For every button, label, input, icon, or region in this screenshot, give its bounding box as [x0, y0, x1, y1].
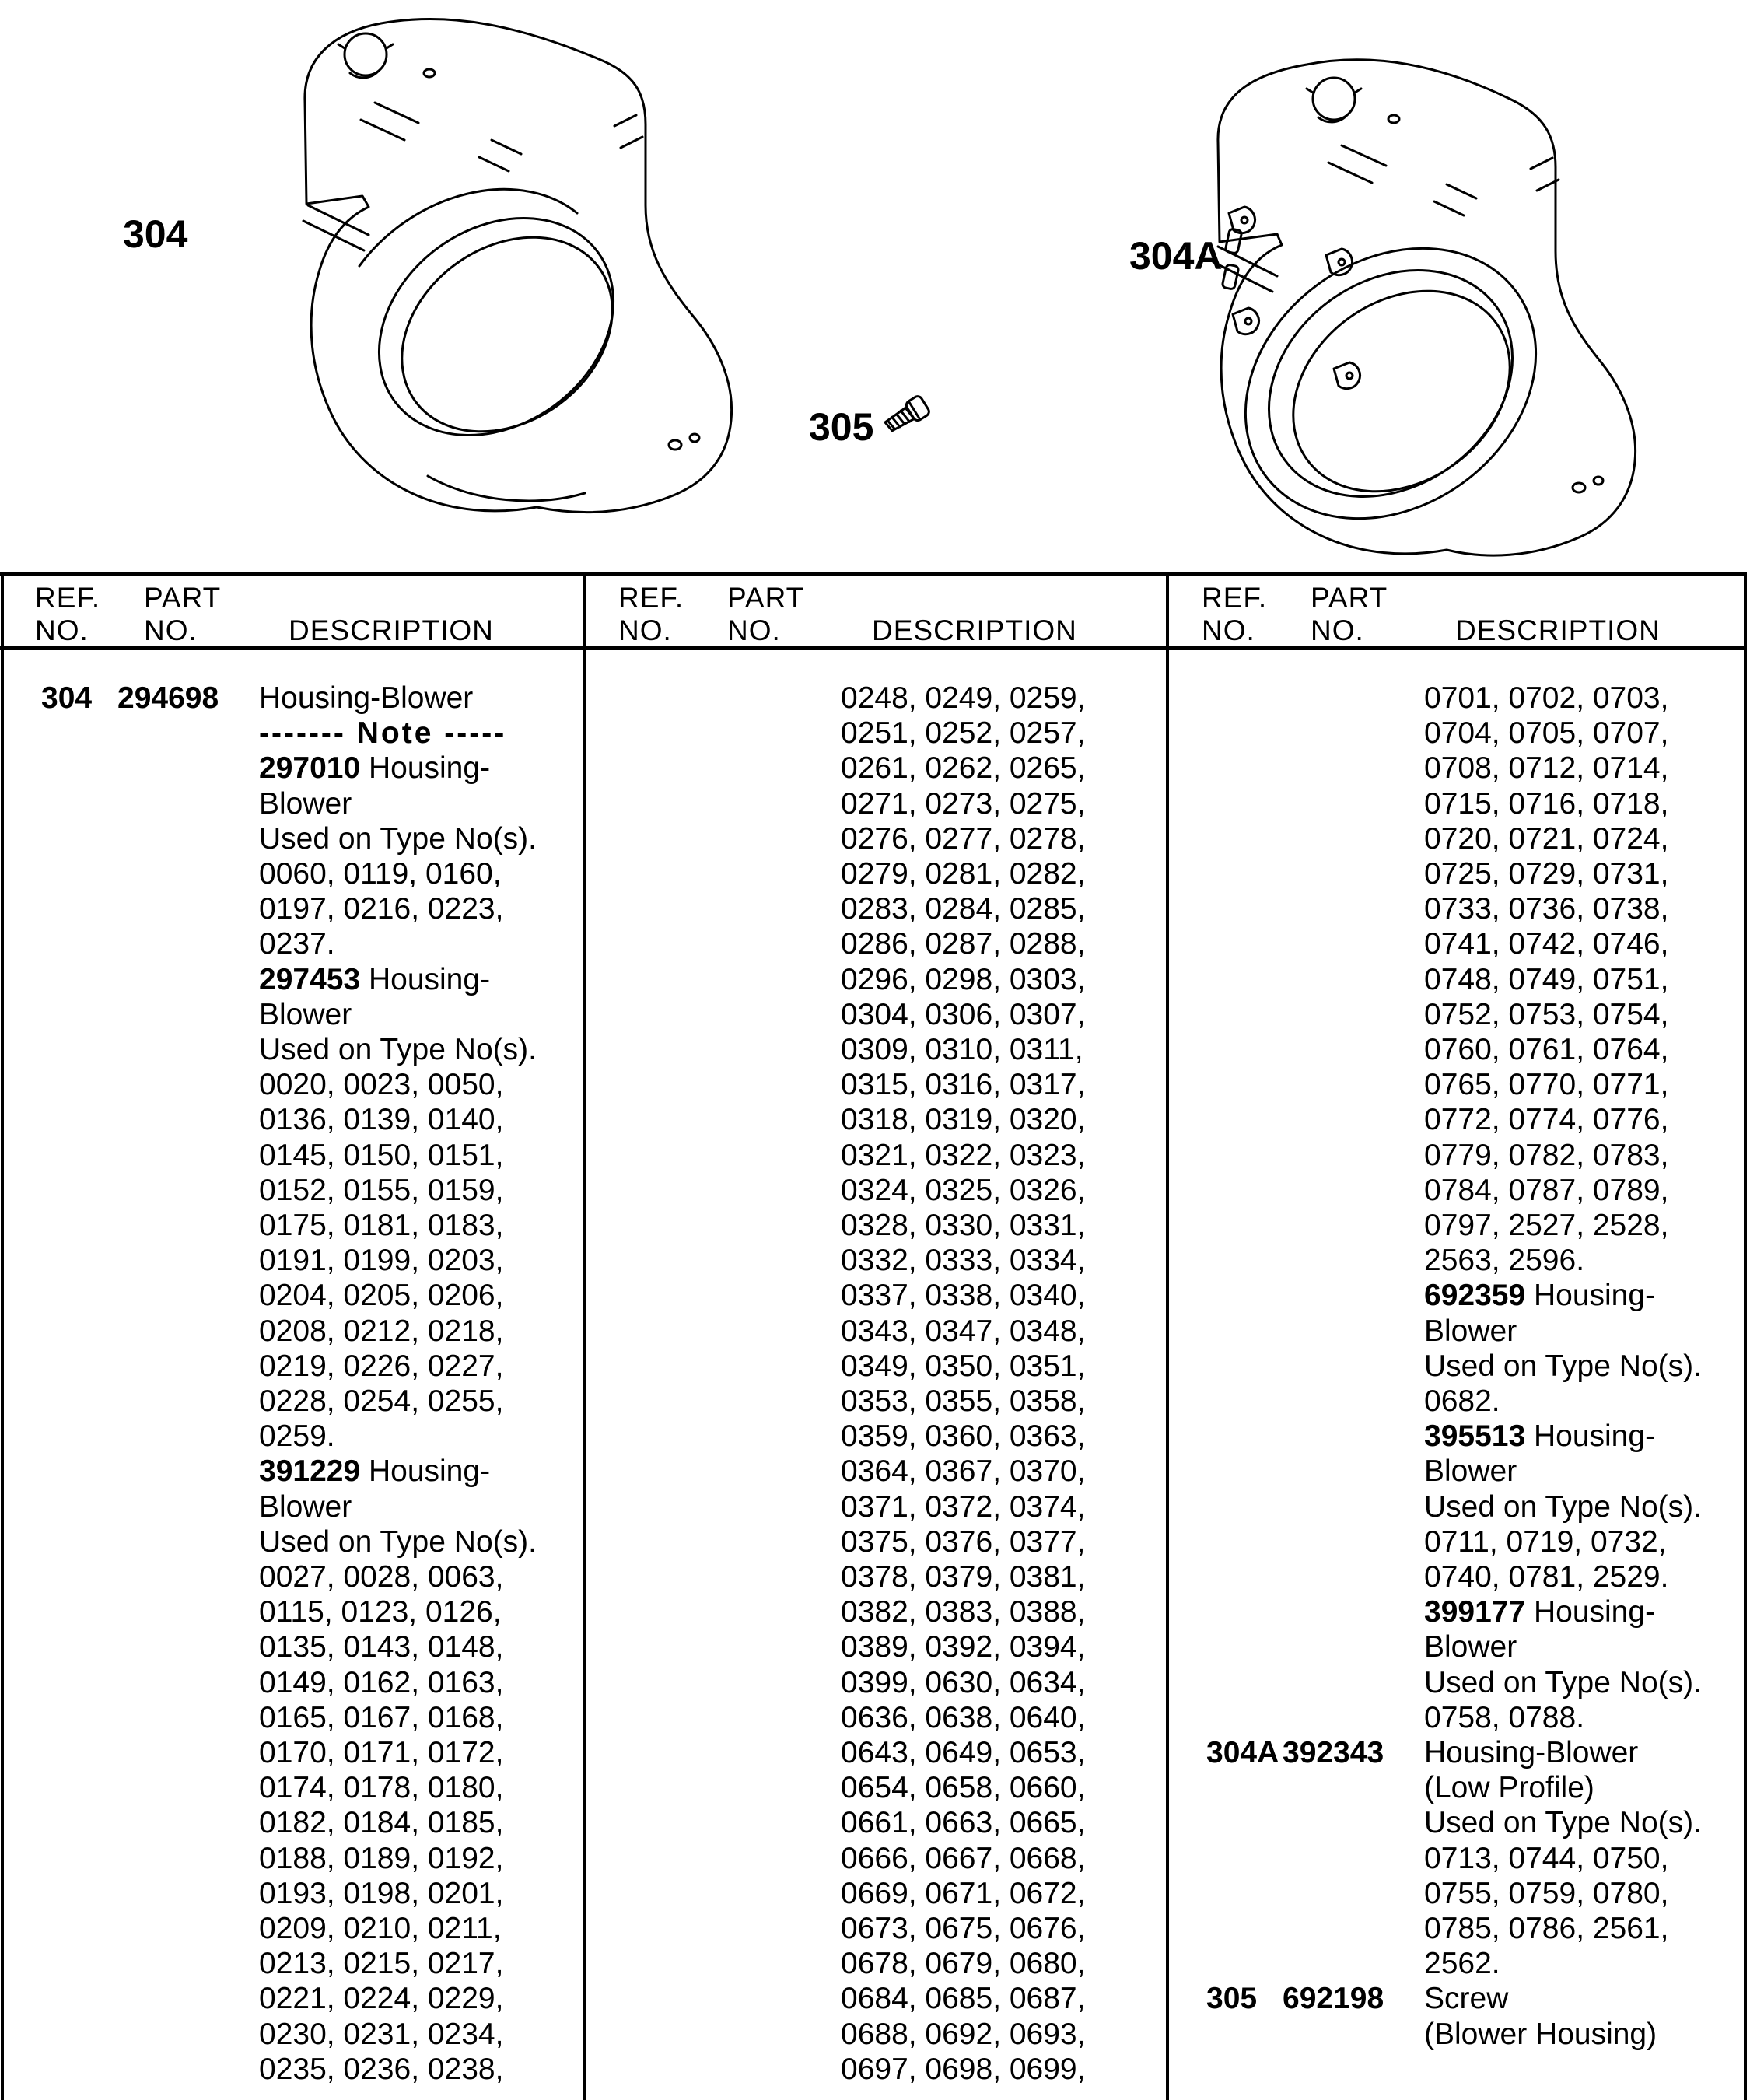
table-line: [1167, 1033, 1748, 1069]
table-line: [584, 1630, 1164, 1666]
table-line: [584, 1912, 1164, 1948]
description-text: 0149, 0162, 0163,: [259, 1666, 504, 1699]
description-text: 0165, 0167, 0168,: [259, 1701, 504, 1734]
table-line: [584, 1244, 1164, 1279]
table-line: [2, 1419, 583, 1455]
table-line: [2, 1279, 583, 1314]
table-line: [584, 1806, 1164, 1842]
table-line: [1167, 1982, 1748, 2018]
description-text: 0708, 0712, 0714,: [1424, 751, 1669, 785]
table-line: [584, 927, 1164, 963]
description-text: 0174, 0178, 0180,: [259, 1771, 504, 1804]
description-text: 0654, 0658, 0660,: [841, 1771, 1086, 1804]
description-text: 0378, 0379, 0381,: [841, 1560, 1086, 1594]
table-line: [2, 1877, 583, 1913]
description-text: 0337, 0338, 0340,: [841, 1279, 1086, 1312]
description-text: 0779, 0782, 0783,: [1424, 1139, 1669, 1172]
description-text: 0230, 0231, 0234,: [259, 2018, 504, 2051]
part-header: PART: [727, 582, 805, 614]
table-line: [584, 681, 1164, 717]
description-header: DESCRIPTION: [872, 614, 1077, 646]
table-line: [1167, 998, 1748, 1034]
table-line: [2, 1806, 583, 1842]
table-line: [1167, 681, 1748, 717]
part-no: 294698: [117, 681, 219, 715]
description-text: Blower: [1424, 1630, 1517, 1664]
table-line: [1167, 1279, 1748, 1314]
description-text: 0237.: [259, 927, 335, 961]
description-text: 0136, 0139, 0140,: [259, 1103, 504, 1136]
table-line: [2, 998, 583, 1034]
table-line: [584, 1349, 1164, 1385]
table-line: [2, 2018, 583, 2053]
table-line: [2, 787, 583, 823]
table-line: [2, 1912, 583, 1948]
description-text: 391229 Housing-: [259, 1454, 491, 1488]
table-line: [2, 1736, 583, 1772]
description-text: 0758, 0788.: [1424, 1701, 1585, 1734]
table-line: [1167, 1947, 1748, 1983]
table-line: [584, 751, 1164, 787]
description-text: 0304, 0306, 0307,: [841, 998, 1086, 1031]
description-text: 0760, 0761, 0764,: [1424, 1033, 1669, 1066]
description-text: 0115, 0123, 0126,: [259, 1595, 502, 1629]
table-line: [1167, 892, 1748, 928]
table-line: [584, 1419, 1164, 1455]
table-line: [584, 1595, 1164, 1631]
description-text: 0315, 0316, 0317,: [841, 1068, 1086, 1101]
table-line: [2, 927, 583, 963]
description-text: 0741, 0742, 0746,: [1424, 927, 1669, 961]
table-line: [2, 1947, 583, 1983]
description-text: 0772, 0774, 0776,: [1424, 1103, 1669, 1136]
description-text: 0248, 0249, 0259,: [841, 681, 1086, 715]
table-line: [2, 1244, 583, 1279]
table-line: [2, 1068, 583, 1104]
description-text: 0208, 0212, 0218,: [259, 1314, 504, 1348]
description-text: 399177 Housing-: [1424, 1595, 1656, 1629]
description-text: 0364, 0367, 0370,: [841, 1454, 1086, 1488]
description-text: 0678, 0679, 0680,: [841, 1947, 1086, 1980]
description-text: 0720, 0721, 0724,: [1424, 822, 1669, 856]
description-text: 0020, 0023, 0050,: [259, 1068, 504, 1101]
table-line: [584, 892, 1164, 928]
ref-no: 304: [41, 681, 93, 715]
description-text: 0797, 2527, 2528,: [1424, 1209, 1669, 1242]
table-line: [1167, 1174, 1748, 1209]
description-text: 0283, 0284, 0285,: [841, 892, 1086, 926]
table-line: [1167, 1560, 1748, 1596]
table-line: [1167, 1842, 1748, 1878]
figure-label-305: 305: [809, 405, 874, 449]
description-text: 0740, 0781, 2529.: [1424, 1560, 1669, 1594]
table-line: [584, 1982, 1164, 2018]
table-line: [584, 1490, 1164, 1526]
table-line: [584, 1771, 1164, 1807]
table-line: [1167, 1595, 1748, 1631]
table-line: [1167, 1490, 1748, 1526]
description-text: 0279, 0281, 0282,: [841, 857, 1086, 891]
description-text: 0060, 0119, 0160,: [259, 857, 502, 891]
description-text: 0359, 0360, 0363,: [841, 1419, 1086, 1453]
description-text: 0152, 0155, 0159,: [259, 1174, 504, 1207]
description-text: Housing-Blower: [1424, 1736, 1639, 1769]
table-line: [2, 1314, 583, 1350]
description-text: 0711, 0719, 0732,: [1424, 1525, 1667, 1559]
ref-header: NO.: [35, 614, 89, 646]
table-line: [2, 1174, 583, 1209]
ref-header: REF.: [35, 582, 101, 614]
description-text: 0228, 0254, 0255,: [259, 1384, 504, 1418]
table-line: [2, 716, 583, 752]
table-line: [584, 1103, 1164, 1139]
table-line: [2, 892, 583, 928]
description-text: 0382, 0383, 0388,: [841, 1595, 1086, 1629]
table-line: [584, 1736, 1164, 1772]
description-text: Used on Type No(s).: [1424, 1806, 1702, 1839]
description-text: 0399, 0630, 0634,: [841, 1666, 1086, 1699]
description-text: 0713, 0744, 0750,: [1424, 1842, 1669, 1875]
table-line: [2, 1666, 583, 1702]
description-text: Used on Type No(s).: [1424, 1349, 1702, 1383]
table-line: [584, 1314, 1164, 1350]
description-header: DESCRIPTION: [289, 614, 494, 646]
description-text: 0765, 0770, 0771,: [1424, 1068, 1669, 1101]
note-line: ------- Note -----: [259, 716, 507, 750]
part-header: NO.: [727, 614, 781, 646]
description-text: 0332, 0333, 0334,: [841, 1244, 1086, 1277]
description-text: 0027, 0028, 0063,: [259, 1560, 504, 1594]
table-line: [1167, 1877, 1748, 1913]
table-line: [1167, 787, 1748, 823]
description-text: 0688, 0692, 0693,: [841, 2018, 1086, 2051]
ref-header: NO.: [618, 614, 672, 646]
table-line: [584, 1842, 1164, 1878]
description-text: 0219, 0226, 0227,: [259, 1349, 504, 1383]
table-line: [2, 2053, 583, 2088]
table-line: [1167, 1525, 1748, 1561]
figure-label-304a: 304A: [1129, 234, 1223, 278]
table-line: [2, 1595, 583, 1631]
table-line: [1167, 1103, 1748, 1139]
description-text: 0785, 0786, 2561,: [1424, 1912, 1669, 1945]
description-text: 297453 Housing-: [259, 963, 491, 996]
description-text: 0170, 0171, 0172,: [259, 1736, 504, 1769]
description-text: 0235, 0236, 0238,: [259, 2053, 504, 2086]
table-line: [1167, 1419, 1748, 1455]
ref-no: 304A: [1206, 1736, 1279, 1769]
table-line: [2, 857, 583, 893]
description-text: 0193, 0198, 0201,: [259, 1877, 504, 1910]
description-text: 0682.: [1424, 1384, 1500, 1418]
table-line: [584, 787, 1164, 823]
description-text: 395513 Housing-: [1424, 1419, 1656, 1453]
description-text: 0276, 0277, 0278,: [841, 822, 1086, 856]
description-text: Blower: [1424, 1314, 1517, 1348]
table-line: [1167, 963, 1748, 999]
table-line: [2, 681, 583, 717]
table-line: [584, 1560, 1164, 1596]
description-text: Blower: [259, 1490, 352, 1524]
description-text: (Blower Housing): [1424, 2018, 1657, 2051]
table-line: [1167, 822, 1748, 858]
description-text: 0309, 0310, 0311,: [841, 1033, 1083, 1066]
table-line: [1167, 751, 1748, 787]
table-line: [1167, 1314, 1748, 1350]
table-line: [1167, 1139, 1748, 1174]
description-text: 0748, 0749, 0751,: [1424, 963, 1669, 996]
description-text: Used on Type No(s).: [259, 822, 537, 856]
part-header: PART: [1311, 582, 1388, 614]
table-line: [2, 1454, 583, 1490]
table-line: [2, 1490, 583, 1526]
description-text: Housing-Blower: [259, 681, 474, 715]
table-line: [1167, 1454, 1748, 1490]
description-text: 2562.: [1424, 1947, 1500, 1980]
table-line: [2, 1525, 583, 1561]
description-text: 0213, 0215, 0217,: [259, 1947, 504, 1980]
table-line: [1167, 1244, 1748, 1279]
table-line: [584, 1525, 1164, 1561]
table-line: [584, 1877, 1164, 1913]
table-line: [1167, 1806, 1748, 1842]
table-line: [584, 1384, 1164, 1420]
description-text: 0636, 0638, 0640,: [841, 1701, 1086, 1734]
table-line: [2, 1701, 583, 1737]
description-text: Blower: [1424, 1454, 1517, 1488]
description-text: 0669, 0671, 0672,: [841, 1877, 1086, 1910]
description-text: 0197, 0216, 0223,: [259, 892, 504, 926]
table-line: [584, 2018, 1164, 2053]
table-line: [584, 1454, 1164, 1490]
ref-header: REF.: [1202, 582, 1268, 614]
description-text: 0784, 0787, 0789,: [1424, 1174, 1669, 1207]
part-header: NO.: [144, 614, 198, 646]
table-line: [584, 1279, 1164, 1314]
table-line: [2, 751, 583, 787]
description-text: 0261, 0262, 0265,: [841, 751, 1086, 785]
part-no: 392343: [1283, 1736, 1384, 1769]
description-text: 0733, 0736, 0738,: [1424, 892, 1669, 926]
table-line: [2, 1982, 583, 2018]
description-text: 0666, 0667, 0668,: [841, 1842, 1086, 1875]
description-text: 297010 Housing-: [259, 751, 491, 785]
description-text: 0321, 0322, 0323,: [841, 1139, 1086, 1172]
description-text: 0752, 0753, 0754,: [1424, 998, 1669, 1031]
table-line: [2, 822, 583, 858]
table-line: [2, 1209, 583, 1244]
description-text: 0259.: [259, 1419, 335, 1453]
description-text: Blower: [259, 998, 352, 1031]
table-line: [584, 1666, 1164, 1702]
table-line: [1167, 1912, 1748, 1948]
description-text: 0324, 0325, 0326,: [841, 1174, 1086, 1207]
table-line: [2, 1384, 583, 1420]
table-line: [2, 1033, 583, 1069]
ref-no: 305: [1206, 1982, 1258, 2015]
ref-header: NO.: [1202, 614, 1255, 646]
table-top-border: [0, 572, 1747, 576]
description-text: 0191, 0199, 0203,: [259, 1244, 504, 1277]
description-text: 0221, 0224, 0229,: [259, 1982, 504, 2015]
description-text: 0328, 0330, 0331,: [841, 1209, 1086, 1242]
description-text: 0175, 0181, 0183,: [259, 1209, 504, 1242]
description-text: Used on Type No(s).: [1424, 1666, 1702, 1699]
screw-icon: [877, 398, 947, 460]
table-line: [584, 822, 1164, 858]
table-line: [1167, 1771, 1748, 1807]
description-text: 0135, 0143, 0148,: [259, 1630, 504, 1664]
table-line: [1167, 1630, 1748, 1666]
part-header: NO.: [1311, 614, 1364, 646]
table-line: [2, 1771, 583, 1807]
table-line: [584, 1139, 1164, 1174]
description-text: 0296, 0298, 0303,: [841, 963, 1086, 996]
part-no: 692198: [1283, 1982, 1384, 2015]
description-text: 0371, 0372, 0374,: [841, 1490, 1086, 1524]
table-line: [584, 963, 1164, 999]
description-text: 0715, 0716, 0718,: [1424, 787, 1669, 821]
description-text: 2563, 2596.: [1424, 1244, 1585, 1277]
description-text: Blower: [259, 787, 352, 821]
table-line: [584, 1701, 1164, 1737]
table-line: [2, 963, 583, 999]
description-text: 0209, 0210, 0211,: [259, 1912, 502, 1945]
table-line: [584, 1209, 1164, 1244]
table-line: [1167, 857, 1748, 893]
table-line: [1167, 1666, 1748, 1702]
description-text: 0375, 0376, 0377,: [841, 1525, 1086, 1559]
table-line: [1167, 927, 1748, 963]
description-text: 0145, 0150, 0151,: [259, 1139, 504, 1172]
description-text: 0697, 0698, 0699,: [841, 2053, 1086, 2086]
part-header: PART: [144, 582, 222, 614]
table-line: [584, 857, 1164, 893]
table-line: [584, 1947, 1164, 1983]
table-line: [584, 1068, 1164, 1104]
description-text: 0725, 0729, 0731,: [1424, 857, 1669, 891]
blower-housing-304-drawing: [288, 9, 863, 523]
description-text: 0271, 0273, 0275,: [841, 787, 1086, 821]
description-text: 0286, 0287, 0288,: [841, 927, 1086, 961]
description-text: 0701, 0702, 0703,: [1424, 681, 1669, 715]
table-line: [2, 1139, 583, 1174]
table-line: [584, 1033, 1164, 1069]
table-line: [2, 1842, 583, 1878]
figure-label-304: 304: [123, 212, 188, 256]
description-text: 0755, 0759, 0780,: [1424, 1877, 1669, 1910]
table-line: [1167, 1701, 1748, 1737]
table-line: [1167, 1349, 1748, 1385]
description-text: 0661, 0663, 0665,: [841, 1806, 1086, 1839]
description-text: Used on Type No(s).: [259, 1033, 537, 1066]
table-line: [2, 1103, 583, 1139]
table-line: [2, 1560, 583, 1596]
description-text: 0188, 0189, 0192,: [259, 1842, 504, 1875]
table-line: [584, 998, 1164, 1034]
description-text: 0704, 0705, 0707,: [1424, 716, 1669, 750]
table-line: [1167, 716, 1748, 752]
table-line: [2, 1630, 583, 1666]
description-text: 0349, 0350, 0351,: [841, 1349, 1086, 1383]
description-text: 0204, 0205, 0206,: [259, 1279, 504, 1312]
description-text: 0673, 0675, 0676,: [841, 1912, 1086, 1945]
description-text: 0353, 0355, 0358,: [841, 1384, 1086, 1418]
table-line: [1167, 2018, 1748, 2053]
description-text: 0684, 0685, 0687,: [841, 1982, 1086, 2015]
description-text: 0389, 0392, 0394,: [841, 1630, 1086, 1664]
description-text: 692359 Housing-: [1424, 1279, 1656, 1312]
description-header: DESCRIPTION: [1455, 614, 1661, 646]
table-line: [584, 2053, 1164, 2088]
table-line: [1167, 1736, 1748, 1772]
description-text: Screw: [1424, 1982, 1509, 2015]
table-line: [1167, 1209, 1748, 1244]
description-text: 0251, 0252, 0257,: [841, 716, 1086, 750]
description-text: (Low Profile): [1424, 1771, 1594, 1804]
ref-header: REF.: [618, 582, 684, 614]
description-text: 0343, 0347, 0348,: [841, 1314, 1086, 1348]
description-text: Used on Type No(s).: [259, 1525, 537, 1559]
description-text: 0318, 0319, 0320,: [841, 1103, 1086, 1136]
blower-housing-304a-drawing: [1190, 43, 1703, 572]
flange-boss-icons: [1229, 207, 1360, 389]
table-line: [584, 716, 1164, 752]
table-line: [2, 1349, 583, 1385]
description-text: 0643, 0649, 0653,: [841, 1736, 1086, 1769]
table-line: [1167, 1384, 1748, 1420]
description-text: 0182, 0184, 0185,: [259, 1806, 504, 1839]
table-line: [584, 1174, 1164, 1209]
description-text: Used on Type No(s).: [1424, 1490, 1702, 1524]
table-line: [1167, 1068, 1748, 1104]
